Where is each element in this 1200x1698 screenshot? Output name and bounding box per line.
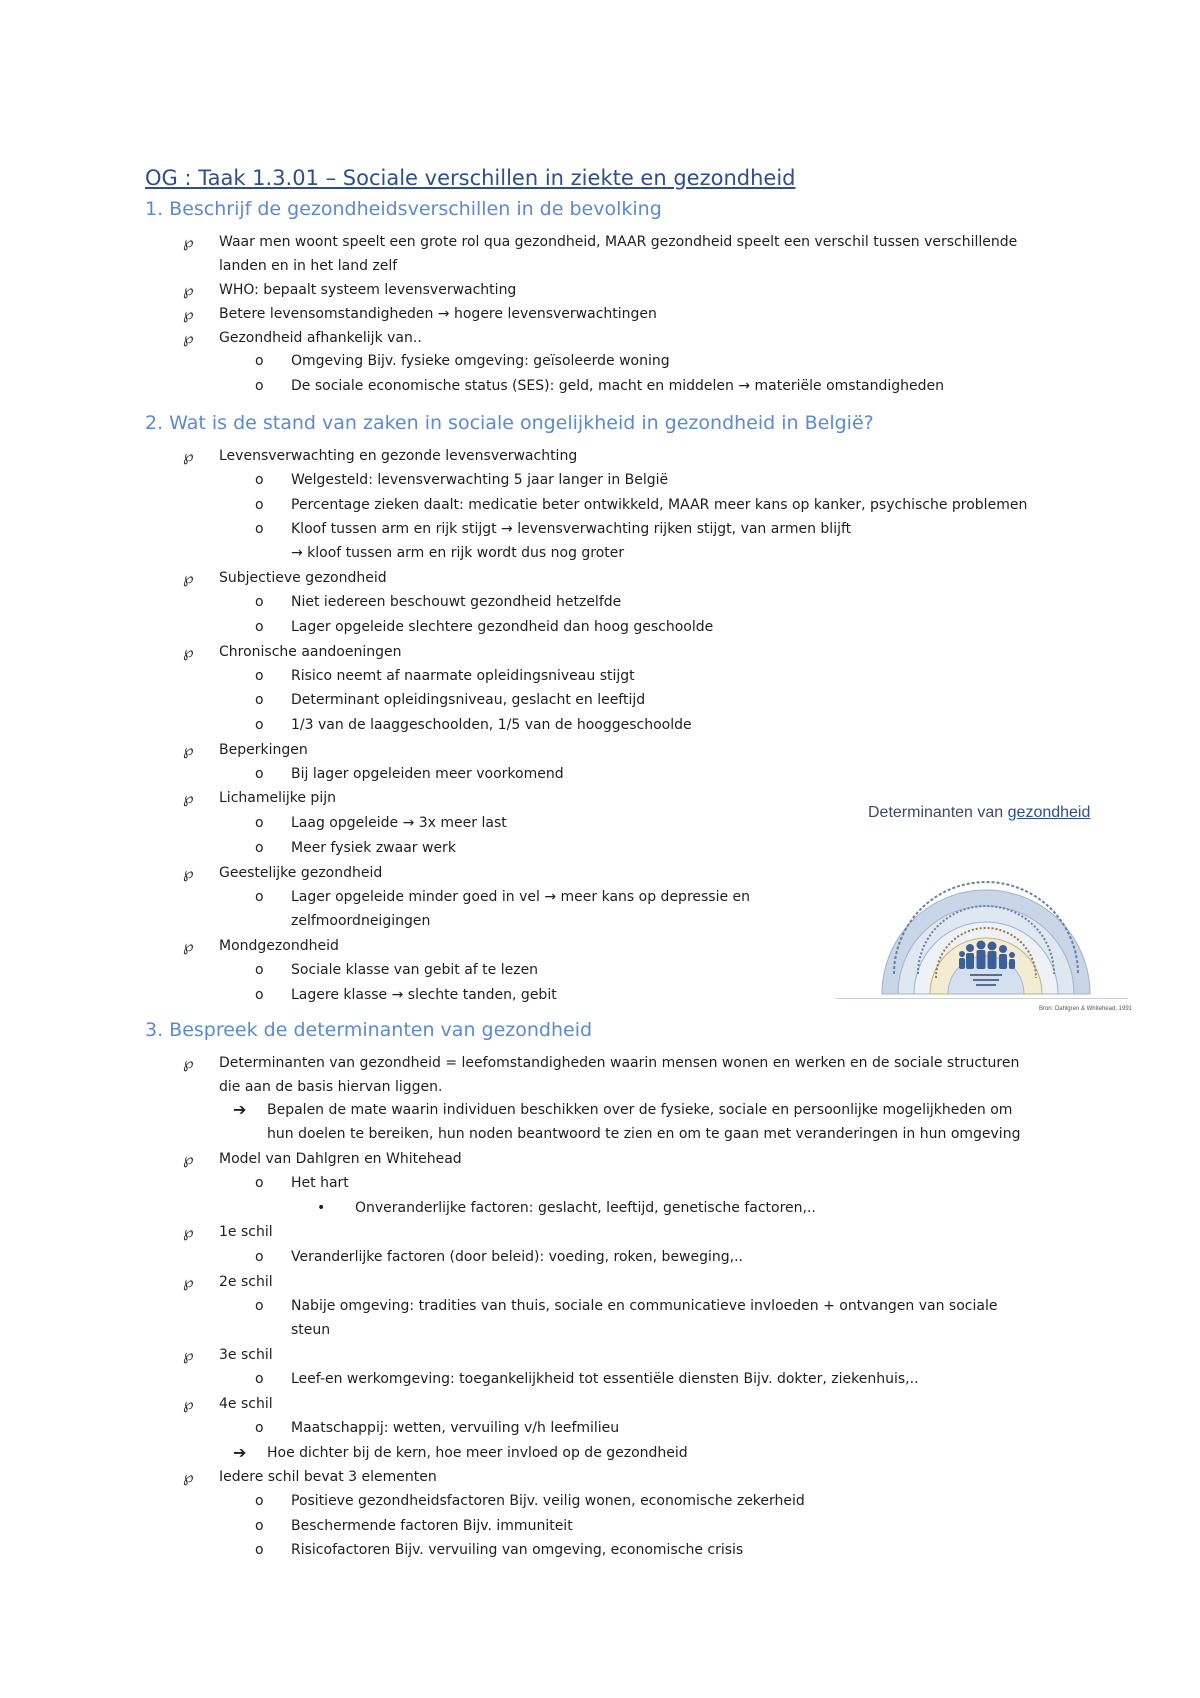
- text-line: Model van Dahlgren en Whitehead: [219, 1151, 462, 1167]
- text-line: zelfmoordneigingen: [291, 913, 431, 929]
- text-line: Bij lager opgeleiden meer voorkomend: [291, 766, 564, 782]
- circle-bullet-icon: o: [255, 962, 264, 978]
- text-line: 1/3 van de laaggeschoolden, 1/5 van de hooggeschoolde: [291, 717, 692, 733]
- text-line: 3e schil: [219, 1347, 273, 1363]
- text-line: 4e schil: [219, 1396, 273, 1412]
- star-bullet-icon: ℘: [183, 937, 194, 955]
- star-bullet-icon: ℘: [183, 864, 194, 882]
- circle-bullet-icon: o: [255, 1493, 264, 1509]
- section-heading-1: 1. Beschrijf de gezondheidsverschillen in de bevolking: [145, 198, 662, 220]
- star-bullet-icon: ℘: [183, 1150, 194, 1168]
- circle-bullet-icon: o: [255, 1249, 264, 1265]
- text-line: Geestelijke gezondheid: [219, 865, 383, 881]
- circle-bullet-icon: o: [255, 378, 264, 394]
- text-line: Lager opgeleide minder goed in vel → meer kans op depressie en: [291, 889, 751, 905]
- star-bullet-icon: ℘: [183, 741, 194, 759]
- text-line: Determinant opleidingsniveau, geslacht en leeftijd: [291, 692, 646, 708]
- text-line: Beperkingen: [219, 742, 308, 758]
- text-line: Kloof tussen arm en rijk stijgt → levensverwachting rijken stijgt, van armen blijft: [291, 521, 852, 537]
- figure-credit: Bron: Dahlgren & Whitehead, 1991: [1038, 1006, 1132, 1012]
- text-line: Percentage zieken daalt: medicatie beter ontwikkeld, MAAR meer kans op kanker, psychische problemen: [291, 497, 1028, 513]
- arrow-bullet-icon: ➔: [233, 1443, 247, 1462]
- text-line: Meer fysiek zwaar werk: [291, 840, 456, 856]
- circle-bullet-icon: o: [255, 1542, 264, 1558]
- circle-bullet-icon: o: [255, 766, 264, 782]
- text-line: die aan de basis hiervan liggen.: [219, 1079, 443, 1095]
- circle-bullet-icon: o: [255, 1518, 264, 1534]
- text-line: 2e schil: [219, 1274, 273, 1290]
- star-bullet-icon: ℘: [183, 329, 194, 347]
- star-bullet-icon: ℘: [183, 1346, 194, 1364]
- text-line: WHO: bepaalt systeem levensverwachting: [219, 282, 517, 298]
- text-line: Niet iedereen beschouwt gezondheid hetzelfde: [291, 594, 622, 610]
- arrow-bullet-icon: ➔: [233, 1100, 247, 1119]
- circle-bullet-icon: o: [255, 1371, 264, 1387]
- text-line: Betere levensomstandigheden → hogere levensverwachtingen: [219, 306, 657, 322]
- circle-bullet-icon: o: [255, 497, 264, 513]
- text-line: → kloof tussen arm en rijk wordt dus nog groter: [291, 545, 625, 561]
- circle-bullet-icon: o: [255, 353, 264, 369]
- text-line: Gezondheid afhankelijk van..: [219, 330, 422, 346]
- star-bullet-icon: ℘: [183, 281, 194, 299]
- text-line: Laag opgeleide → 3x meer last: [291, 815, 507, 831]
- text-line: Chronische aandoeningen: [219, 644, 402, 660]
- star-bullet-icon: ℘: [183, 569, 194, 587]
- text-line: Bepalen de mate waarin individuen beschikken over de fysieke, sociale en persoonlijke mogelijkheden om: [267, 1102, 1013, 1118]
- text-line: Subjectieve gezondheid: [219, 570, 387, 586]
- circle-bullet-icon: o: [255, 619, 264, 635]
- text-line: Iedere schil bevat 3 elementen: [219, 1469, 437, 1485]
- text-line: Veranderlijke factoren (door beleid): voeding, roken, beweging,..: [291, 1249, 744, 1265]
- circle-bullet-icon: o: [255, 1175, 264, 1191]
- star-bullet-icon: ℘: [183, 1273, 194, 1291]
- section-heading-2: 2. Wat is de stand van zaken in sociale ongelijkheid in gezondheid in België?: [145, 412, 874, 434]
- circle-bullet-icon: o: [255, 840, 264, 856]
- text-line: Lichamelijke pijn: [219, 790, 336, 806]
- circle-bullet-icon: o: [255, 668, 264, 684]
- text-line: Lager opgeleide slechtere gezondheid dan hoog geschoolde: [291, 619, 714, 635]
- star-bullet-icon: ℘: [183, 1223, 194, 1241]
- text-line: steun: [291, 1322, 331, 1338]
- circle-bullet-icon: o: [255, 889, 264, 905]
- text-line: Risicofactoren Bijv. vervuiling van omgeving, economische crisis: [291, 1542, 744, 1558]
- text-line: Nabije omgeving: tradities van thuis, sociale en communicatieve invloeden + ontvangen van sociale: [291, 1298, 998, 1314]
- text-line: Sociale klasse van gebit af te lezen: [291, 962, 539, 978]
- star-bullet-icon: ℘: [183, 1395, 194, 1413]
- figure-rule: [836, 998, 1128, 999]
- circle-bullet-icon: o: [255, 1420, 264, 1436]
- circle-bullet-icon: o: [255, 594, 264, 610]
- text-line: Determinanten van gezondheid = leefomstandigheden waarin mensen wonen en werken en de sociale structuren: [219, 1055, 1020, 1071]
- text-line: Lagere klasse → slechte tanden, gebit: [291, 987, 557, 1003]
- figure-title-text: Determinanten van: [868, 804, 1008, 821]
- text-line: landen en in het land zelf: [219, 258, 398, 274]
- circle-bullet-icon: o: [255, 692, 264, 708]
- text-line: Levensverwachting en gezonde levensverwachting: [219, 448, 578, 464]
- text-line: Risico neemt af naarmate opleidingsniveau stijgt: [291, 668, 635, 684]
- star-bullet-icon: ℘: [183, 233, 194, 251]
- text-line: Welgesteld: levensverwachting 5 jaar langer in België: [291, 472, 669, 488]
- star-bullet-icon: ℘: [183, 643, 194, 661]
- text-line: De sociale economische status (SES): geld, macht en middelen → materiële omstandigheden: [291, 378, 945, 394]
- text-line: Leef-en werkomgeving: toegankelijkheid tot essentiële diensten Bijv. dokter, ziekenhuis,..: [291, 1371, 919, 1387]
- star-bullet-icon: ℘: [183, 1054, 194, 1072]
- page-title: OG : Taak 1.3.01 – Sociale verschillen in ziekte en gezondheid: [145, 166, 796, 190]
- determinants-figure: [832, 796, 1132, 1018]
- star-bullet-icon: ℘: [183, 447, 194, 465]
- star-bullet-icon: ℘: [183, 1468, 194, 1486]
- text-line: 1e schil: [219, 1224, 273, 1240]
- text-line: Mondgezondheid: [219, 938, 339, 954]
- figure-title: [868, 804, 1090, 822]
- text-line: Het hart: [291, 1175, 349, 1191]
- text-line: Positieve gezondheidsfactoren Bijv. veilig wonen, economische zekerheid: [291, 1493, 805, 1509]
- text-line: hun doelen te bereiken, hun noden beantwoord te zien en om te gaan met veranderingen in hun omgeving: [267, 1126, 1021, 1142]
- section-heading-3: 3. Bespreek de determinanten van gezondheid: [145, 1019, 593, 1041]
- circle-bullet-icon: o: [255, 472, 264, 488]
- star-bullet-icon: ℘: [183, 305, 194, 323]
- circle-bullet-icon: o: [255, 521, 264, 537]
- text-line: Omgeving Bijv. fysieke omgeving: geïsoleerde woning: [291, 353, 670, 369]
- circle-bullet-icon: o: [255, 717, 264, 733]
- rainbow-model-diagram: [832, 824, 1132, 1024]
- circle-bullet-icon: o: [255, 987, 264, 1003]
- star-bullet-icon: ℘: [183, 789, 194, 807]
- text-line: Hoe dichter bij de kern, hoe meer invloed op de gezondheid: [267, 1445, 688, 1461]
- text-line: Onveranderlijke factoren: geslacht, leeftijd, genetische factoren,..: [355, 1200, 816, 1216]
- text-line: Waar men woont speelt een grote rol qua gezondheid, MAAR gezondheid speelt een verschil tussen verschillende: [219, 234, 1018, 250]
- circle-bullet-icon: o: [255, 1298, 264, 1314]
- dot-bullet-icon: •: [317, 1200, 326, 1216]
- figure-title-underlined: gezondheid: [1007, 804, 1091, 821]
- circle-bullet-icon: o: [255, 815, 264, 831]
- text-line: Maatschappij: wetten, vervuiling v/h leefmilieu: [291, 1420, 620, 1436]
- text-line: Beschermende factoren Bijv. immuniteit: [291, 1518, 573, 1534]
